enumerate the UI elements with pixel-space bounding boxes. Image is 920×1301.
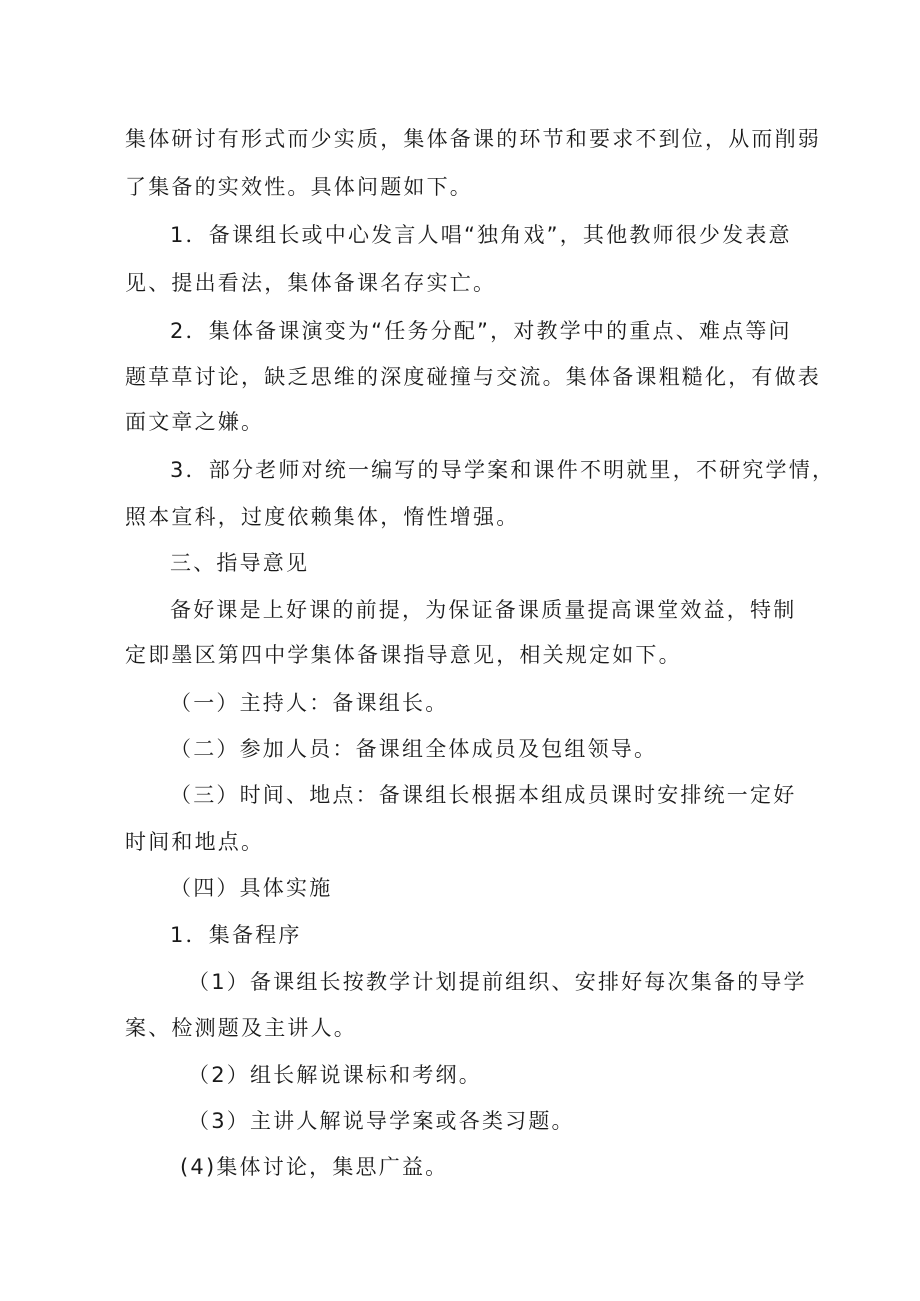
body-text-line: 时间和地点。 (125, 830, 265, 854)
body-text-line: 题草草讨论，缺乏思维的深度碰撞与交流。集体备课粗糙化，有做表 (125, 365, 821, 389)
numbered-heading: 1．集备程序 (170, 923, 302, 947)
body-text-line: 照本宣科，过度依赖集体，惰性增强。 (125, 505, 520, 529)
procedure-step-line: （2）组长解说课标和考纲。 (188, 1063, 482, 1087)
procedure-step-line: （1）备课组长按教学计划提前组织、安排好每次集备的导学 (188, 970, 807, 994)
body-text-line: 了集备的实效性。具体问题如下。 (125, 175, 473, 199)
list-item-1-line: 1．备课组长或中心发言人唱“独角戏”，其他教师很少发表意 (170, 223, 792, 247)
body-text-line: 面文章之嫌。 (125, 410, 265, 434)
subsection-line: （二）参加人员：备课组全体成员及包组领导。 (170, 737, 658, 761)
body-text-line: 见、提出看法，集体备课名存实亡。 (125, 271, 497, 295)
section-heading: 三、指导意见 (170, 551, 310, 575)
procedure-step-line: （3）主讲人解说导学案或各类习题。 (188, 1109, 575, 1133)
list-item-2-line: 2．集体备课演变为“任务分配”，对教学中的重点、难点等问 (170, 319, 792, 343)
body-text-line: 备好课是上好课的前提，为保证备课质量提高课堂效益，特制 (170, 598, 797, 622)
subsection-line: （一）主持人：备课组长。 (170, 691, 449, 715)
body-text-line: 定即墨区第四中学集体备课指导意见，相关规定如下。 (125, 643, 682, 667)
subsection-heading: （四）具体实施 (170, 876, 333, 900)
procedure-step-line: (4)集体讨论，集思广益。 (180, 1155, 449, 1179)
subsection-line: （三）时间、地点：备课组长根据本组成员课时安排统一定好 (170, 783, 797, 807)
body-text-line: 案、检测题及主讲人。 (125, 1016, 357, 1040)
body-text-line: 集体研讨有形式而少实质，集体备课的环节和要求不到位，从而削弱 (125, 127, 821, 151)
list-item-3-line: 3．部分老师对统一编写的导学案和课件不明就里，不研究学情， (170, 458, 836, 482)
